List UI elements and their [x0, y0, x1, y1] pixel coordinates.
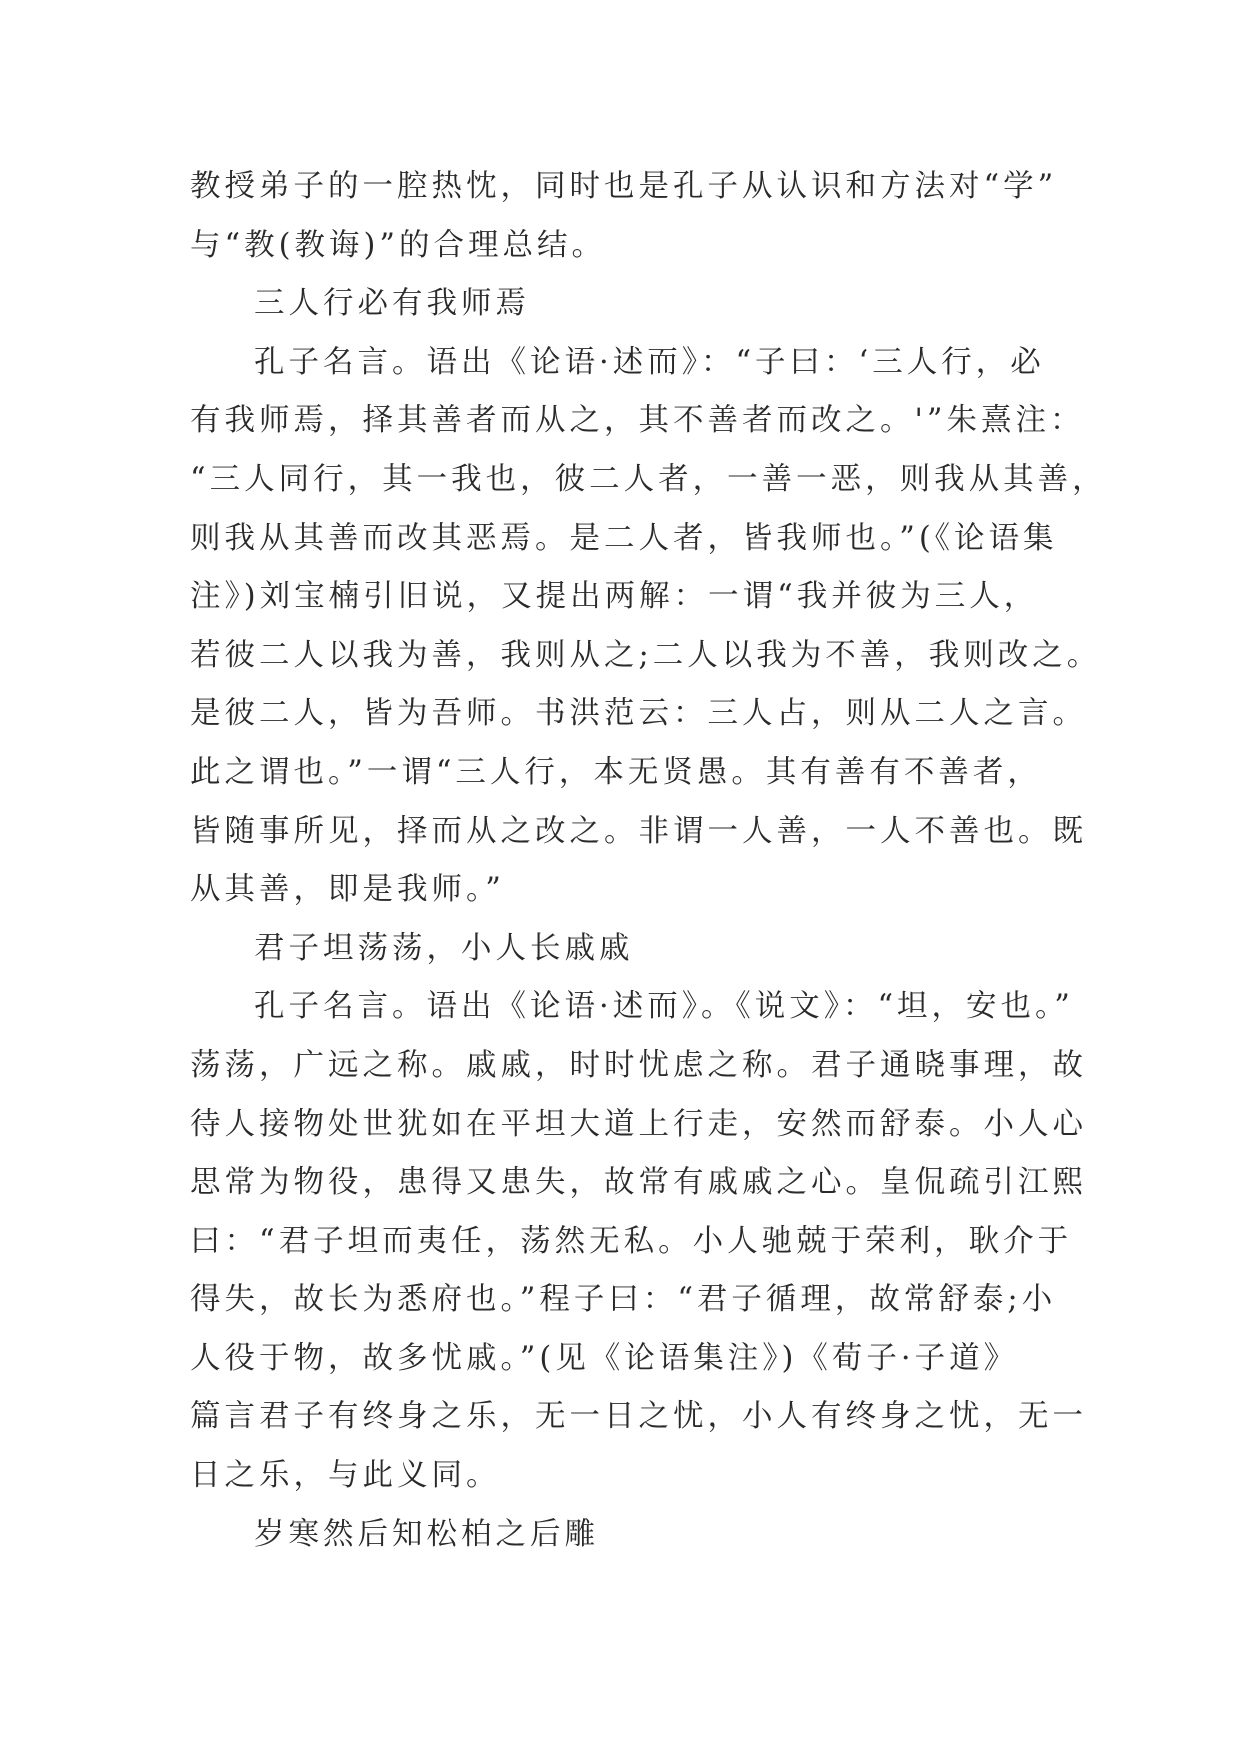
text-line: 此之谓也。”一谓“三人行，本无贤愚。其有善有不善者，	[190, 754, 1042, 790]
text-line: 人役于物，故多忧戚。”(见《论语集注》)《荀子·子道》	[190, 1340, 1019, 1376]
text-line: 篇言君子有终身之乐，无一日之忧，小人有终身之忧，无一	[190, 1399, 1087, 1435]
section-heading: 三人行必有我师焉	[254, 286, 530, 322]
text-line: 则我从其善而改其恶焉。是二人者，皆我师也。”(《论语集	[190, 520, 1058, 556]
text-line: 思常为物役，患得又患失，故常有戚戚之心。皇侃疏引江熙	[190, 1165, 1087, 1201]
body-text	[190, 158, 1107, 1564]
text-line: 有我师焉，择其善者而从之，其不善者而改之。'”朱熹注：	[190, 403, 1085, 439]
text-line: 皆随事所见，择而从之改之。非谓一人善，一人不善也。既	[190, 813, 1087, 849]
text-line: 是彼二人，皆为吾师。书洪范云：三人占，则从二人之言。	[190, 696, 1087, 732]
text-line: 孔子名言。语出《论语·述而》。《说文》：“坦，安也。”	[254, 989, 1074, 1025]
text-line: 日之乐，与此义同。	[190, 1458, 501, 1494]
text-line: 注》)刘宝楠引旧说，又提出两解：一谓“我并彼为三人，	[190, 579, 1039, 615]
text-line: “三人同行，其一我也，彼二人者，一善一恶，则我从其善，	[190, 461, 1107, 497]
text-line: 与“教(教诲)”的合理总结。	[190, 227, 606, 263]
text-line: 孔子名言。语出《论语·述而》：“子曰：‘三人行，必	[254, 344, 1045, 380]
text-line: 荡荡，广远之称。戚戚，时时忧虑之称。君子通晓事理，故	[190, 1047, 1087, 1083]
text-line: 教授弟子的一腔热忱，同时也是孔子从认识和方法对“学”	[190, 169, 1058, 204]
section-heading: 君子坦荡荡，小人长戚戚	[254, 930, 634, 966]
text-line: 曰：“君子坦而夷任，荡然无私。小人驰兢于荣利，耿介于	[190, 1223, 1073, 1259]
section-heading: 岁寒然后知松柏之后雕	[254, 1516, 599, 1552]
text-line: 从其善，即是我师。”	[190, 872, 505, 908]
text-line: 若彼二人以我为善，我则从之;二人以我为不善，我则改之。	[190, 637, 1102, 673]
text-line: 待人接物处世犹如在平坦大道上行走，安然而舒泰。小人心	[190, 1106, 1087, 1142]
text-line: 得失，故长为悉府也。”程子曰：“君子循理，故常舒泰;小	[190, 1282, 1057, 1318]
